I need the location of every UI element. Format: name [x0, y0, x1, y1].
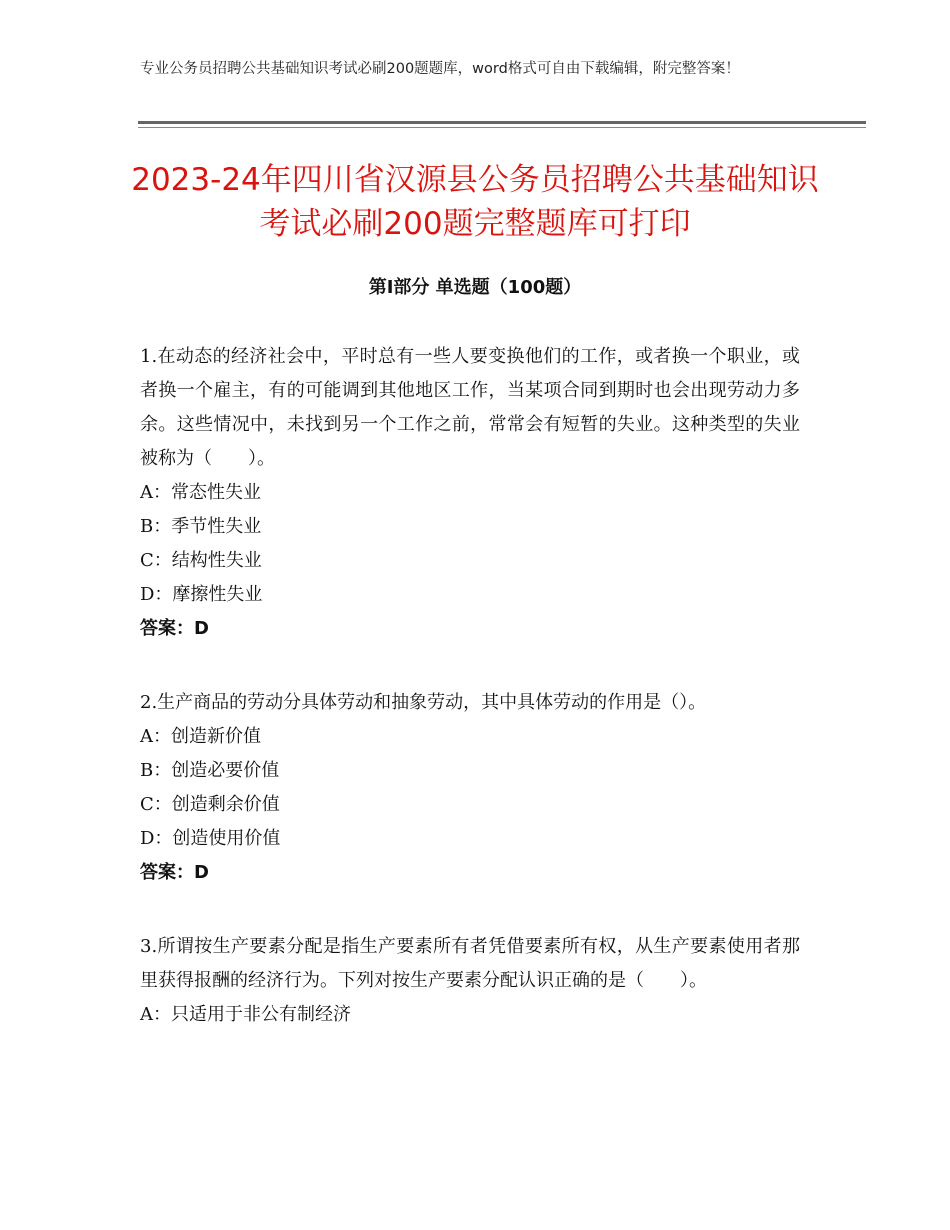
section-heading: 第Ⅰ部分 单选题（100题）: [368, 277, 582, 298]
question-list: [140, 340, 800, 1072]
option-b: B：季节性失业: [140, 516, 262, 537]
option-d: D：创造使用价值: [140, 828, 281, 849]
question-stem: 1.在动态的经济社会中，平时总有一些人要变换他们的工作，或者换一个职业，或者换一个雇主，有的可能调到其他地区工作，当某项合同到期时也会出现劳动力多余。这些情况中，未找到另一个工作之前，常常会有短暂的失业。这种类型的失业被称为（ ）。: [140, 346, 800, 469]
option-b: B：创造必要价值: [140, 760, 280, 781]
option-c: C：结构性失业: [140, 550, 262, 571]
header-note: 专业公务员招聘公共基础知识考试必刷200题题库，word格式可自由下载编辑，附完整答案！: [140, 61, 740, 77]
option-a: A：只适用于非公有制经济: [140, 1004, 351, 1025]
answer: 答案：D: [140, 618, 209, 639]
answer: 答案：D: [140, 862, 209, 883]
question-2: [140, 686, 800, 890]
question-3: [140, 930, 800, 1032]
header-rule-thick: [138, 121, 866, 124]
question-stem: 3.所谓按生产要素分配是指生产要素所有者凭借要素所有权，从生产要素使用者那里获得报酬的经济行为。下列对按生产要素分配认识正确的是（ ）。: [140, 936, 800, 991]
question-stem: 2.生产商品的劳动分具体劳动和抽象劳动，其中具体劳动的作用是（）。: [140, 692, 707, 713]
question-1: [140, 340, 800, 646]
document-title: 2023-24年四川省汉源县公务员招聘公共基础知识考试必刷200题完整题库可打印: [131, 162, 819, 242]
option-c: C：创造剩余价值: [140, 794, 280, 815]
option-d: D：摩擦性失业: [140, 584, 263, 605]
header-rule-thin: [138, 127, 866, 128]
option-a: A：创造新价值: [140, 726, 261, 747]
option-a: A：常态性失业: [140, 482, 261, 503]
